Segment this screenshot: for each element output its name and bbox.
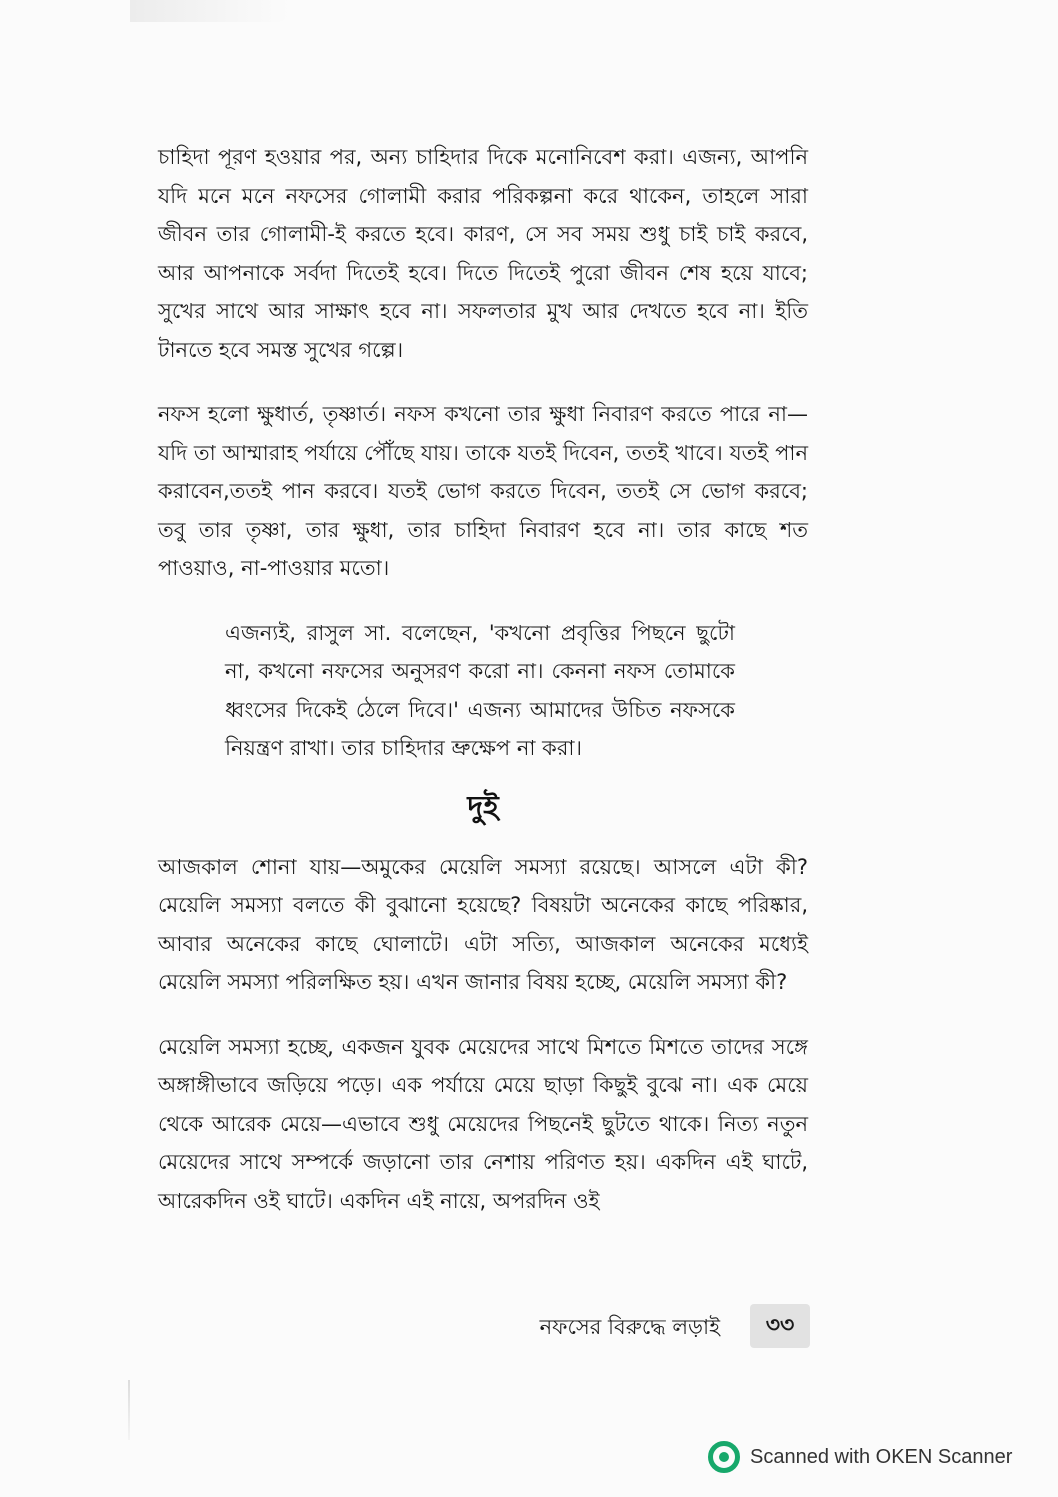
paragraph-3: আজকাল শোনা যায়—অমুকের মেয়েলি সমস্যা রয়েছে। আসলে এটা কী? মেয়েলি সমস্যা বলতে কী বুঝানো হয়েছে? বিষয়টা অনেকের কাছে পরিষ্কার, আবার অনেকের কাছে ঘোলাটে। এটা সত্যি, আজকাল অনেকের মধ্যেই মেয়েলি সমস্যা পরিলক্ষিত হয়। এখন জানার বিষয় হচ্ছে, মেয়েলি সমস্যা কী? [158,854,808,994]
running-title: নফসের বিরুদ্ধে লড়াই [539,1315,720,1339]
section-heading: দুই [467,789,499,825]
paragraph-4: মেয়েলি সমস্যা হচ্ছে, একজন যুবক মেয়েদের সাথে মিশতে মিশতে তাদের সঙ্গে অঙ্গাঙ্গীভাবে জড়িয়ে পড়ে। এক পর্যায়ে মেয়ে ছাড়া কিছুই বুঝে না। এক মেয়ে থেকে আরেক মেয়ে—এভাবে শুধু মেয়েদের পিছনেই ছুটতে থাকে। নিত্য নতুন মেয়েদের সাথে সম্পর্কে জড়ানো তার নেশায় পরিণত হয়। একদিন এই ঘাটে, আরেকদিন ওই ঘাটে। একদিন এই নায়ে, অপরদিন ওই [158,1034,808,1213]
paragraph-2: নফস হলো ক্ষুধার্ত, তৃষ্ণার্ত। নফস কখনো তার ক্ষুধা নিবারণ করতে পারে না—যদি তা আম্মারাহ পর্যায়ে পৌঁছে যায়। তাকে যতই দিবেন, ততই খাবে। যতই পান করাবেন,ততই পান করবে। যতই ভোগ করতে দিবেন, ততই সে ভোগ করবে; তবু তার তৃষ্ণা, তার ক্ষুধা, তার চাহিদা নিবারণ হবে না। তার কাছে শত পাওয়াও, না-পাওয়ার মতো। [158,402,808,580]
page-number: ৩৩ [750,1304,810,1348]
hadith-quote: এজন্যই, রাসুল সা. বলেছেন, 'কখনো প্রবৃত্তির পিছনে ছুটো না, কখনো নফসের অনুসরণ করো না। কেননা নফস তোমাকে ধ্বংসের দিকেই ঠেলে দিবে।' এজন্য আমাদের উচিত নফসকে নিয়ন্ত্রণ রাখা। তার চাহিদার ভ্রুক্ষেপ না করা। [225,620,735,760]
scan-smudge [130,0,290,22]
scanner-label: Scanned with OKEN Scanner [750,1445,1013,1468]
scanner-logo-icon [708,1441,740,1473]
page-body [158,138,808,1246]
paragraph-1: চাহিদা পূরণ হওয়ার পর, অন্য চাহিদার দিকে মনোনিবেশ করা। এজন্য, আপনি যদি মনে মনে নফসের গোলামী করার পরিকল্পনা করে থাকেন, তাহলে সারা জীবন তার গোলামী-ই করতে হবে। কারণ, সে সব সময় শুধু চাই চাই করবে, আর আপনাকে সর্বদা দিতেই হবে। দিতে দিতেই পুরো জীবন শেষ হয়ে যাবে; সুখের সাথে আর সাক্ষাৎ হবে না। সফলতার মুখ আর দেখতে হবে না। ইতি টানতে হবে সমস্ত সুখের গল্পে। [158,145,808,362]
scanner-watermark [708,1440,1012,1474]
page-footer [500,1300,810,1356]
scan-edge-line [128,1380,130,1440]
